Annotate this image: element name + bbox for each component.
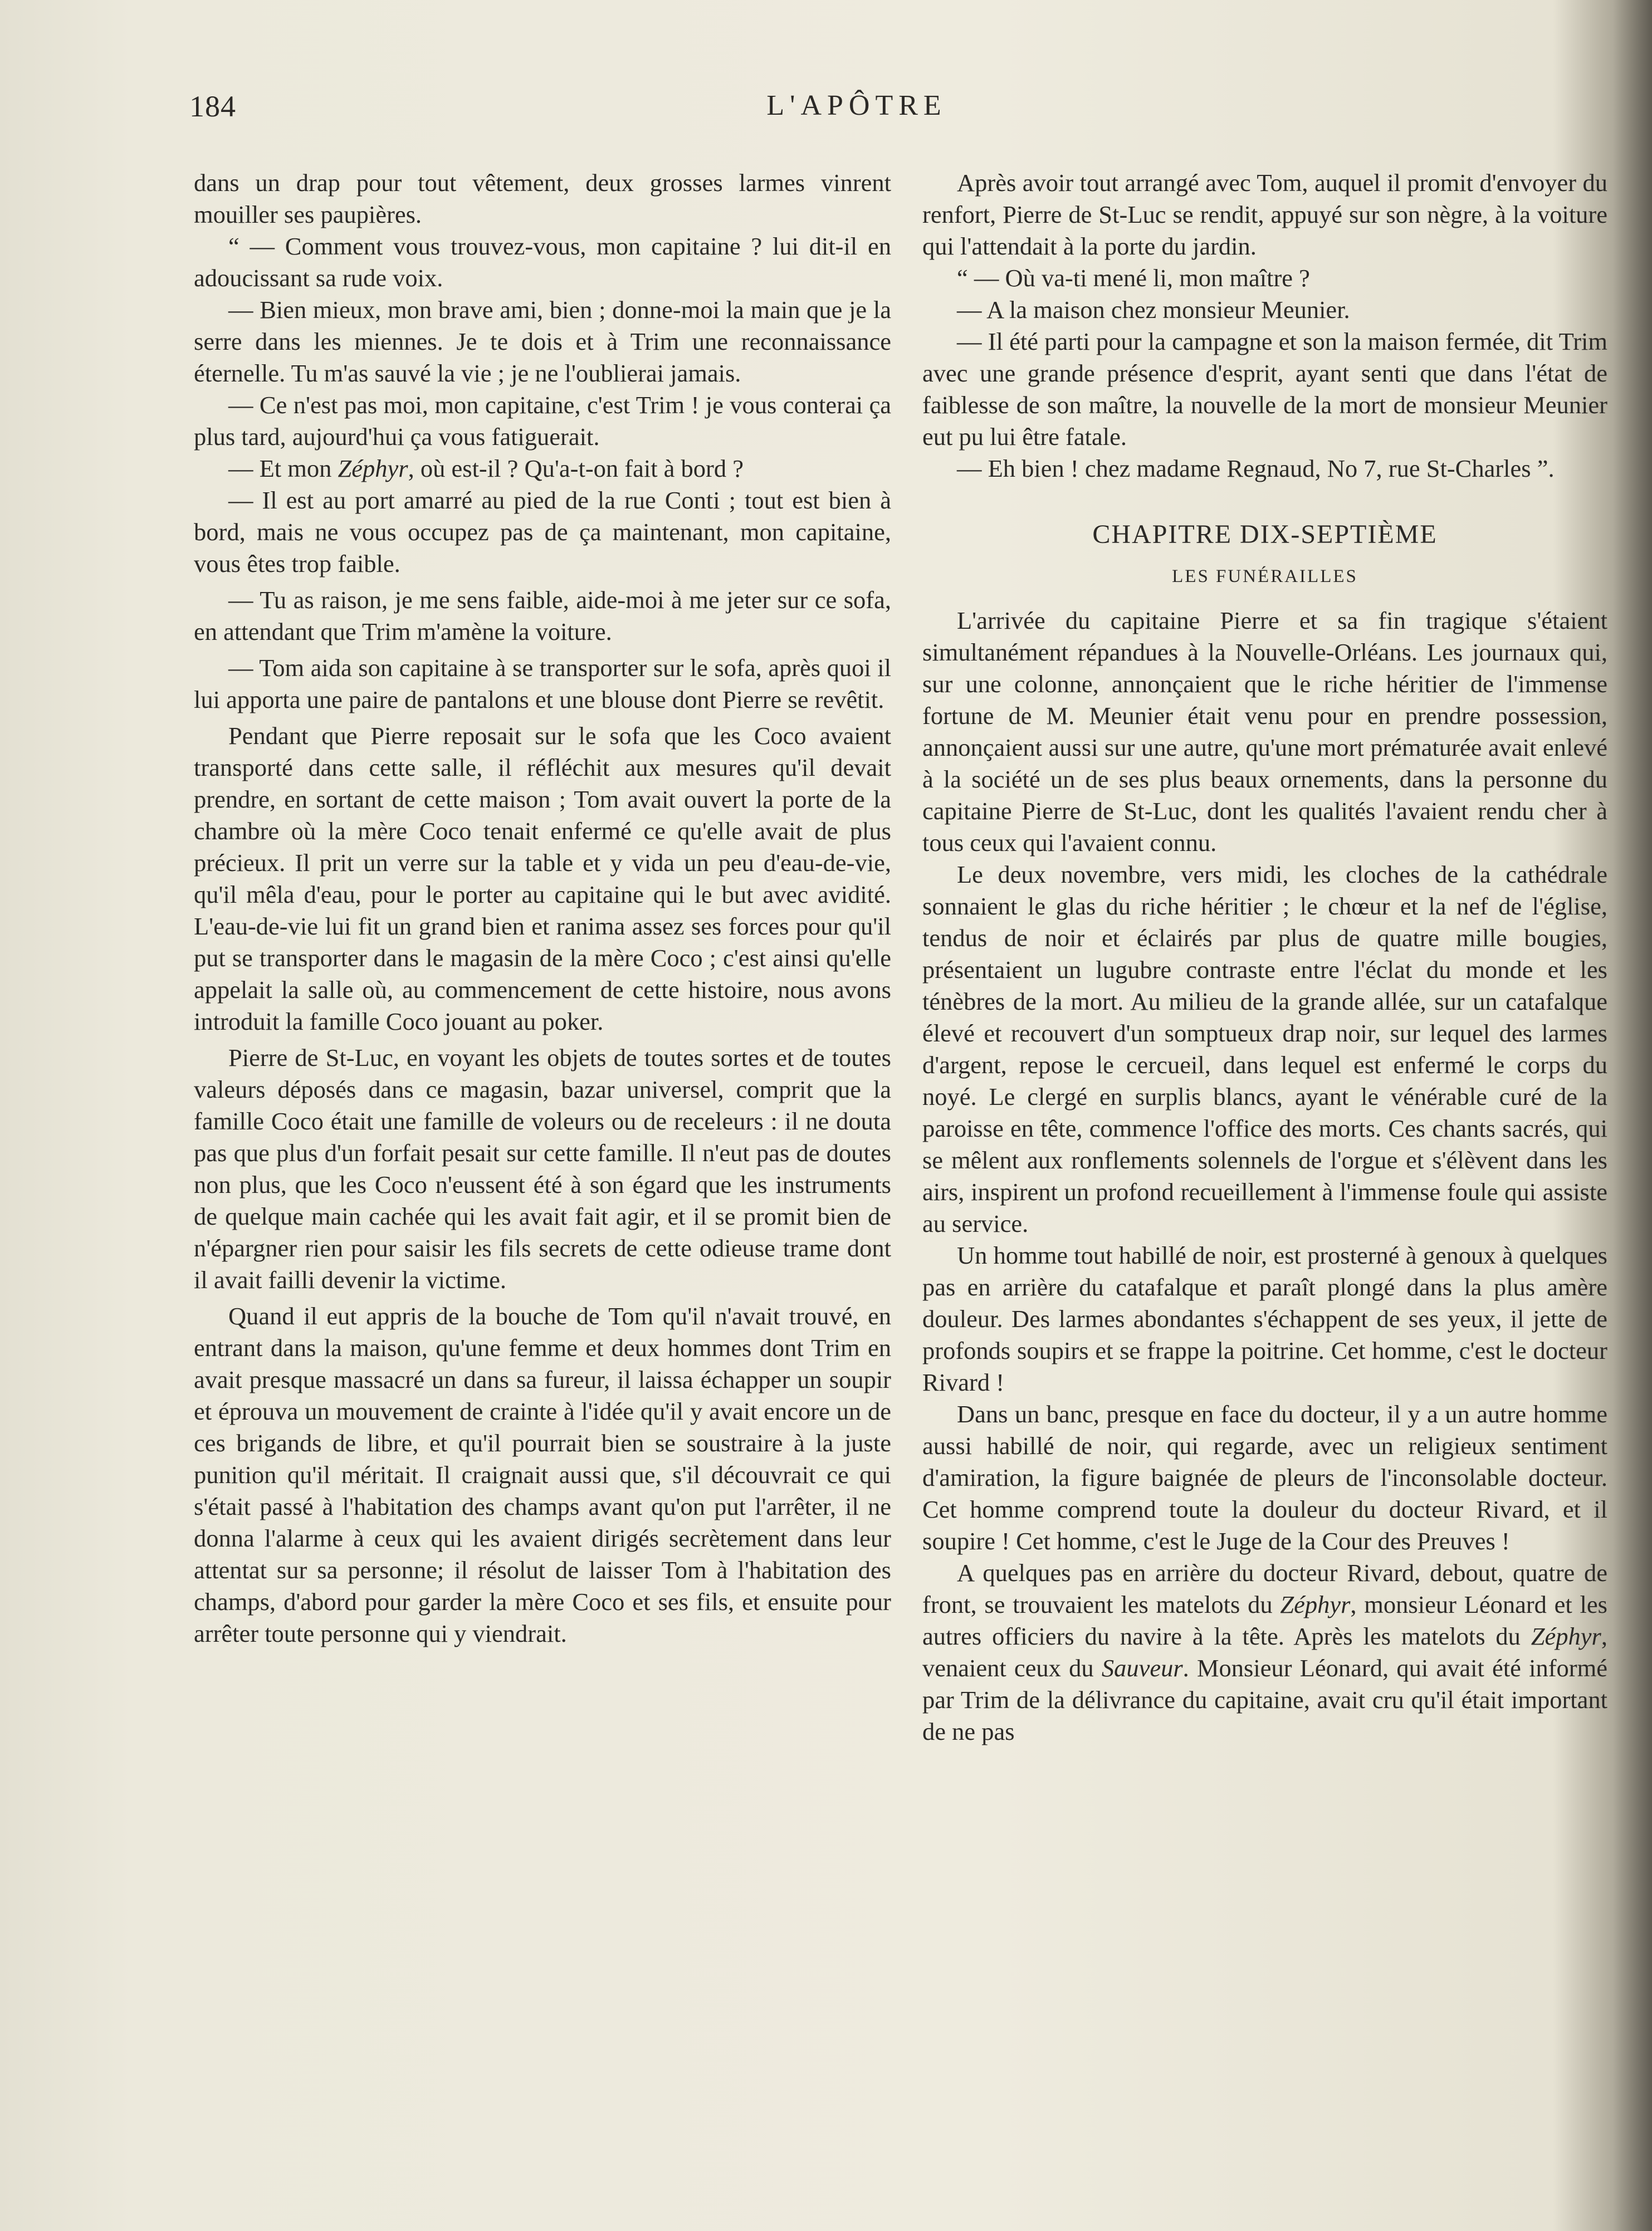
paragraph: — Ce n'est pas moi, mon capitaine, c'est Trim ! je vous conterai ça plus tard, aujourd'hui ça vous fatiguerait. — [194, 391, 891, 451]
left-column — [194, 167, 891, 1650]
page-number: 184 — [189, 90, 236, 123]
paragraph: Un homme tout habillé de noir, est prosterné à genoux à quelques pas en arrière du catafalque et paraît plongé dans la plus amère douleur. Des larmes abondantes s'échappent de ses yeux, il jette de profonds soupirs et se frappe la poitrine. Cet homme, c'est le docteur Rivard ! — [922, 1241, 1607, 1396]
paragraph: — Il est au port amarré au pied de la rue Conti ; tout est bien à bord, mais ne vous occupez pas de ça maintenant, mon capitaine, vous êtes trop faible. — [194, 486, 891, 578]
paragraph: Dans un banc, presque en face du docteur, il y a un autre homme aussi habillé de noir, qui regarde, avec un religieux sentiment d'amiration, la figure baignée de pleurs de l'inconsolable docteur. Cet homme comprend toute la douleur du docteur Rivard, et il soupire ! Cet homme, c'est le Juge de la Cour des Preuves ! — [922, 1400, 1607, 1555]
paragraph: dans un drap pour tout vêtement, deux grosses larmes vinrent mouiller ses paupières. — [194, 169, 891, 228]
right-column — [922, 167, 1607, 1748]
paragraph: L'arrivée du capitaine Pierre et sa fin tragique s'étaient simultanément répandues à la Nouvelle-Orléans. Les journaux qui, sur une colonne, annonçaient que le riche héritier de l'immense fortune de M. Meunier était venu pour en prendre possession, annonçaient aussi sur une autre, qu'une mort prématurée avait enlevé à la société un de ses plus beaux ornements, dans la personne du capitaine Pierre de St-Luc, dont les qualités l'avaient rendu cher à tous ceux qui l'avaient connu. — [922, 606, 1607, 857]
paragraph: Après avoir tout arrangé avec Tom, auquel il promit d'envoyer du renfort, Pierre de St-Luc se rendit, appuyé sur son nègre, à la voiture qui l'attendait à la porte du jardin. — [922, 169, 1607, 260]
paragraph: Pierre de St-Luc, en voyant les objets de toutes sortes et de toutes valeurs déposés dans ce magasin, bazar universel, comprit que la famille Coco était une famille de voleurs ou de receleurs : il ne douta pas que plus d'un forfait pesait sur cette famille. Il n'eut pas de doutes non plus, que les Coco n'eussent été à son égard que les instruments de quelque main cachée qui les avait fait agir, et il se promit bien de n'épargner rien pour saisir les fils secrets de cette odieuse trame dont il avait failli devenir la victime. — [194, 1044, 891, 1294]
paragraph: — Tom aida son capitaine à se transporter sur le sofa, après quoi il lui apporta une paire de pantalons et une blouse dont Pierre se revêtit. — [194, 654, 891, 713]
running-head: L'APÔTRE — [766, 90, 947, 121]
paragraph: — Il été parti pour la campagne et son la maison fermée, dit Trim avec une grande présence d'esprit, ayant senti que dans l'état de faiblesse de son maître, la nouvelle de la mort de monsieur Meunier eut pu lui être fatale. — [922, 327, 1607, 451]
paragraph: “ — Comment vous trouvez-vous, mon capitaine ? lui dit-il en adoucissant sa rude voix. — [194, 232, 891, 292]
paragraph: — A la maison chez monsieur Meunier. — [957, 296, 1350, 324]
paragraph: A quelques pas en arrière du docteur Rivard, debout, quatre de front, se trouvaient les matelots du Zéphyr, monsieur Léonard et les autres officiers du navire à la tête. Après les matelots du Zéphyr, venaient ceux du Sauveur. Monsieur Léonard, qui avait été informé par Trim de la délivrance du capitaine, avait cru qu'il était important de ne pas — [922, 1559, 1607, 1745]
paragraph: — Et mon Zéphyr, où est-il ? Qu'a-t-on fait à bord ? — [228, 454, 744, 482]
page-header — [189, 89, 1524, 134]
paragraph: “ — Où va-ti mené li, mon maître ? — [957, 264, 1310, 292]
paragraph: — Tu as raison, je me sens faible, aide-moi à me jeter sur ce sofa, en attendant que Trim m'amène la voiture. — [194, 586, 891, 645]
paragraph: Quand il eut appris de la bouche de Tom qu'il n'avait trouvé, en entrant dans la maison, qu'une femme et deux hommes dont Trim en avait presque massacré un dans sa fureur, il laissa échapper un soupir et éprouva un mouvement de crainte à l'idée qu'il y avait encore un de ces brigands de libre, et qu'il pourrait bien se soustraire à la juste punition qu'il méritait. Il craignait aussi que, s'il découvrait ce qui s'était passé à l'habitation des champs avant qu'on put l'arrêter, il ne donna l'alarme à ceux qui les avaient dirigés secrètement dans leur attentat sur sa personne; il résolut de laisser Tom à l'habitation des champs, d'abord pour garder la mère Coco et ses fils, et ensuite pour arrêter toute personne qui y viendrait. — [194, 1302, 891, 1647]
paragraph: — Eh bien ! chez madame Regnaud, No 7, rue St-Charles ”. — [957, 454, 1555, 482]
page-edge-shadow — [1613, 0, 1652, 2231]
paragraph: — Bien mieux, mon brave ami, bien ; donne-moi la main que je la serre dans les miennes. Je te dois et à Trim une reconnaissance éternelle. Tu m'as sauvé la vie ; je ne l'oublierai jamais. — [194, 296, 891, 387]
paragraph: Le deux novembre, vers midi, les cloches de la cathédrale sonnaient le glas du riche héritier ; le chœur et la nef de l'église, tendus de noir et éclairés par plus de quatre mille bougies, présentaient un lugubre contraste entre l'éclat du monde et les ténèbres de la mort. Au milieu de la grande allée, sur un catafalque élevé et recouvert d'un somptueux drap noir, sur lequel des larmes d'argent, repose le cercueil, dans lequel est enfermé le corps du noyé. Le clergé en surplis blancs, ayant le vénérable curé de la paroisse en tête, commence l'office des morts. Ces chants sacrés, qui se mêlent aux ronflements solennels de l'orgue et s'élèvent dans les airs, inspirent un profond recueillement à l'immense foule qui assiste au service. — [922, 860, 1607, 1237]
chapter-subtitle: LES FUNÉRAILLES — [1172, 566, 1358, 586]
paragraph: Pendant que Pierre reposait sur le sofa que les Coco avaient transporté dans cette salle, il réfléchit aux mesures qu'il devait prendre, en sortant de cette maison ; Tom avait ouvert la porte de la chambre où la mère Coco tenait enfermé ce qu'elle avait de plus précieux. Il prit un verre sur la table et y vida un peu d'eau-de-vie, qu'il mêla d'eau, pour le porter au capitaine qui le but avec avidité. L'eau-de-vie lui fit un grand bien et ranima assez ses forces pour qu'il put se transporter dans le magasin de la mère Coco ; c'est ainsi qu'elle appelait la salle où, au commencement de cette histoire, nous avons introduit la famille Coco jouant au poker. — [194, 722, 891, 1035]
chapter-title: CHAPITRE DIX-SEPTIÈME — [1092, 520, 1438, 549]
